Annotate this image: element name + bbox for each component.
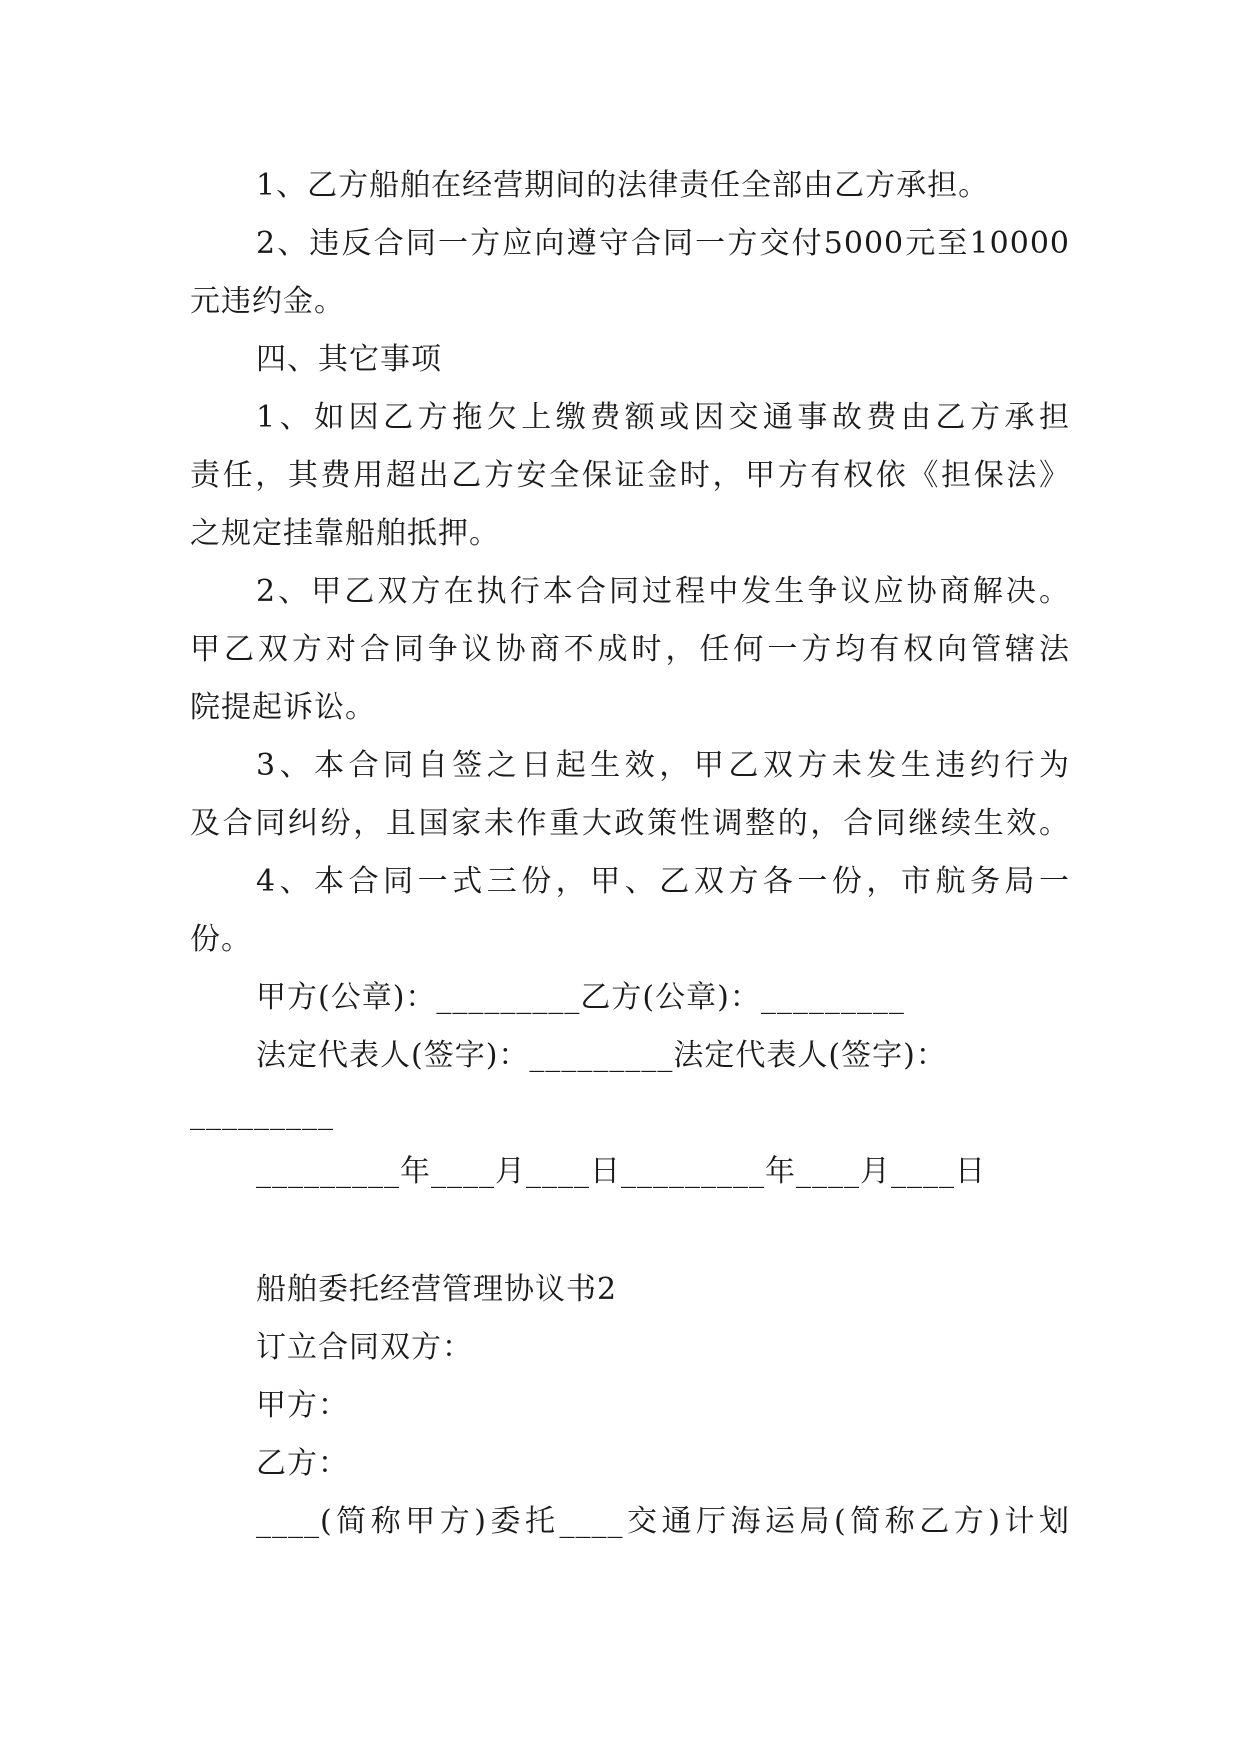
section-heading-4: 四、其它事项 (256, 342, 442, 377)
date-line: _________年____月____日_________年____月____日 (256, 1154, 986, 1189)
signature-blank: _________ (190, 1096, 334, 1131)
parties-heading: 订立合同双方： (256, 1330, 473, 1365)
agreement-intro: ____(简称甲方)委托____交通厅海运局(简称乙方)计划 (256, 1504, 1070, 1539)
party-b: 乙方： (256, 1446, 349, 1481)
agreement-title: 船舶委托经营管理协议书2 (256, 1272, 618, 1307)
clause-3-1: 1、乙方船舶在经营期间的法律责任全部由乙方承担。 (256, 168, 990, 203)
party-a: 甲方： (256, 1388, 349, 1423)
clause-4-4-end: 份。 (190, 922, 252, 957)
clause-4-1-cont: 责任，其费用超出乙方安全保证金时，甲方有权依《担保法》 (190, 458, 1070, 493)
clause-4-2: 2、甲乙双方在执行本合同过程中发生争议应协商解决。 (256, 574, 1070, 609)
signature-line: 法定代表人(签字)：_________法定代表人(签字)： (256, 1038, 947, 1073)
clause-4-3-cont: 及合同纠纷，且国家未作重大政策性调整的，合同继续生效。 (190, 806, 1070, 841)
clause-3-2-cont: 元违约金。 (190, 284, 345, 319)
clause-4-2-end: 院提起诉讼。 (190, 690, 376, 725)
clause-4-2-cont: 甲乙双方对合同争议协商不成时，任何一方均有权向管辖法 (190, 632, 1070, 667)
clause-4-3: 3、本合同自签之日起生效，甲乙双方未发生违约行为 (256, 748, 1070, 783)
clause-3-2: 2、违反合同一方应向遵守合同一方交付5000元至10000 (256, 226, 1070, 261)
clause-4-1: 1、如因乙方拖欠上缴费额或因交通事故费由乙方承担 (256, 400, 1070, 435)
clause-4-4: 4、本合同一式三份，甲、乙双方各一份，市航务局一 (256, 864, 1070, 899)
seal-line: 甲方(公章)：_________乙方(公章)：_________ (256, 980, 905, 1015)
clause-4-1-end: 之规定挂靠船舶抵押。 (190, 516, 500, 551)
